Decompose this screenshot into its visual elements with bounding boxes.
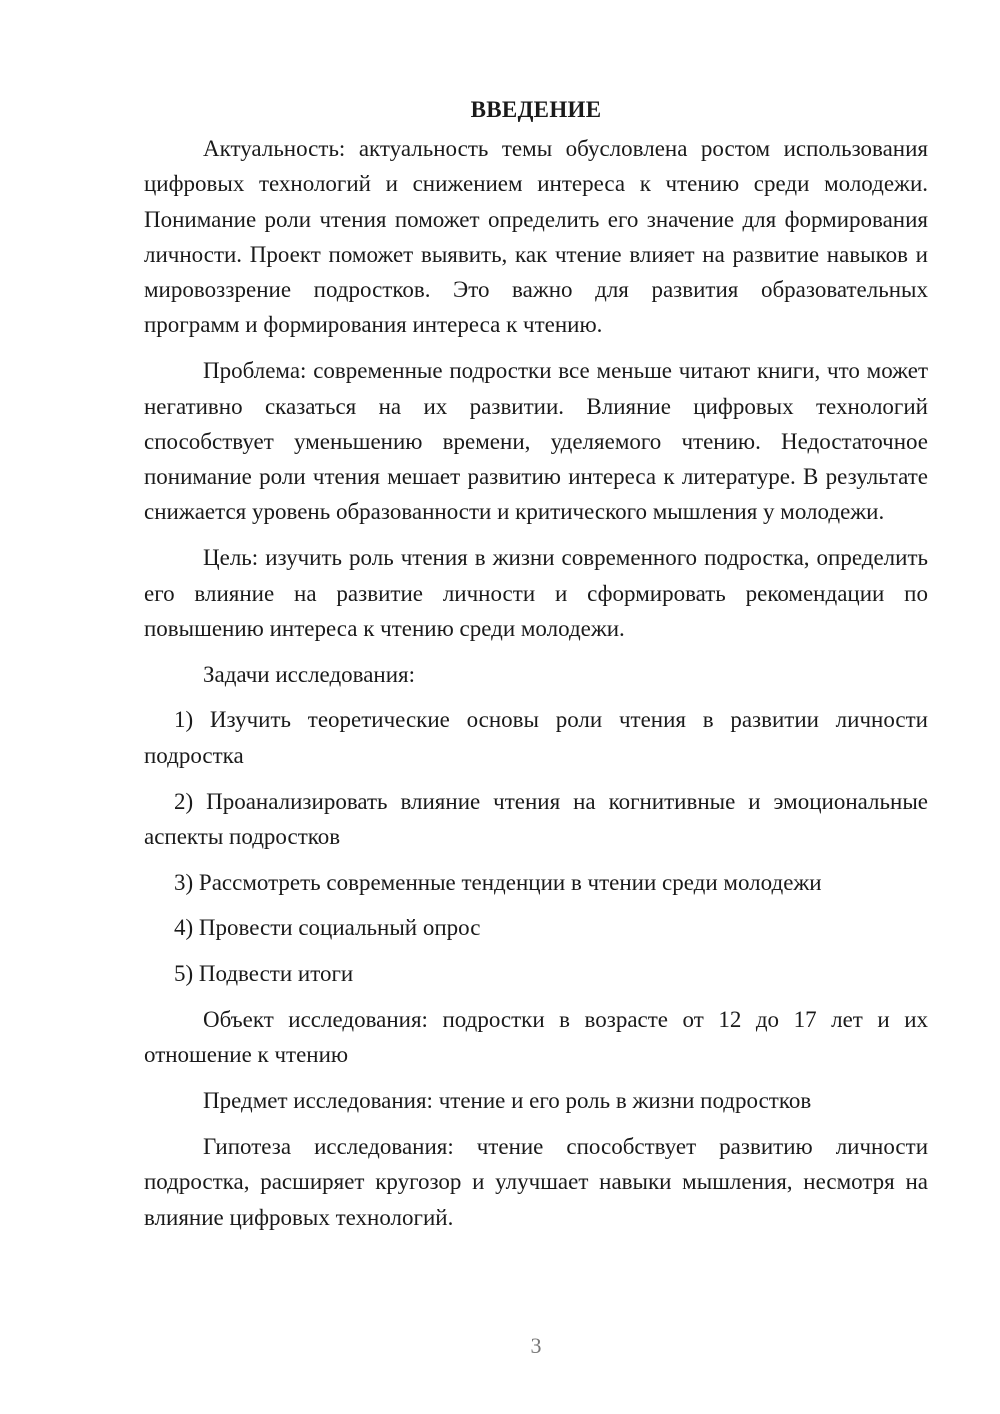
task-item: 1) Изучить теоретические основы роли чтения в развитии личности подростка: [144, 707, 928, 768]
task-item: 3) Рассмотреть современные тенденции в чтении среди молодежи: [174, 869, 822, 895]
research-object-paragraph: Объект исследования: подростки в возрасте от 12 до 17 лет и их отношение к чтению: [144, 1007, 928, 1068]
document-page: [144, 92, 928, 1235]
task-item: 4) Провести социальный опрос: [174, 915, 481, 941]
task-item: 5) Подвести итоги: [174, 961, 354, 987]
research-subject-paragraph: Предмет исследования: чтение и его роль в жизни подростков: [203, 1088, 812, 1114]
page-number: 3: [530, 1333, 542, 1358]
relevance-paragraph: Актуальность: актуальность темы обусловлена ростом использования цифровых технологий и снижением интереса к чтению среди молодежи. Понимание роли чтения поможет определить его значение для формирования личности. Проект поможет выявить, как чтение влияет на развитие навыков и мировоззрение подростков. Это важно для развития образовательных программ и формирования интереса к чтению.: [144, 136, 928, 338]
hypothesis-paragraph: Гипотеза исследования: чтение способствует развитию личности подростка, расширяет кругозор и улучшает навыки мышления, несмотря на влияние цифровых технологий.: [144, 1133, 928, 1230]
problem-paragraph: Проблема: современные подростки все меньше читают книги, что может негативно сказаться на их развитии. Влияние цифровых технологий способствует уменьшению времени, уделяемого чтению. Недостаточное понимание роли чтения мешает развитию интереса к литературе. В результате снижается уровень образованности и критического мышления у молодежи.: [144, 358, 928, 525]
tasks-heading: Задачи исследования:: [203, 661, 416, 687]
section-title: ВВЕДЕНИЕ: [470, 97, 602, 122]
goal-paragraph: Цель: изучить роль чтения в жизни современного подростка, определить его влияние на развитие личности и сформировать рекомендации по повышению интереса к чтению среди молодежи.: [144, 545, 928, 641]
task-item: 2) Проанализировать влияние чтения на когнитивные и эмоциональные аспекты подростков: [144, 788, 928, 849]
